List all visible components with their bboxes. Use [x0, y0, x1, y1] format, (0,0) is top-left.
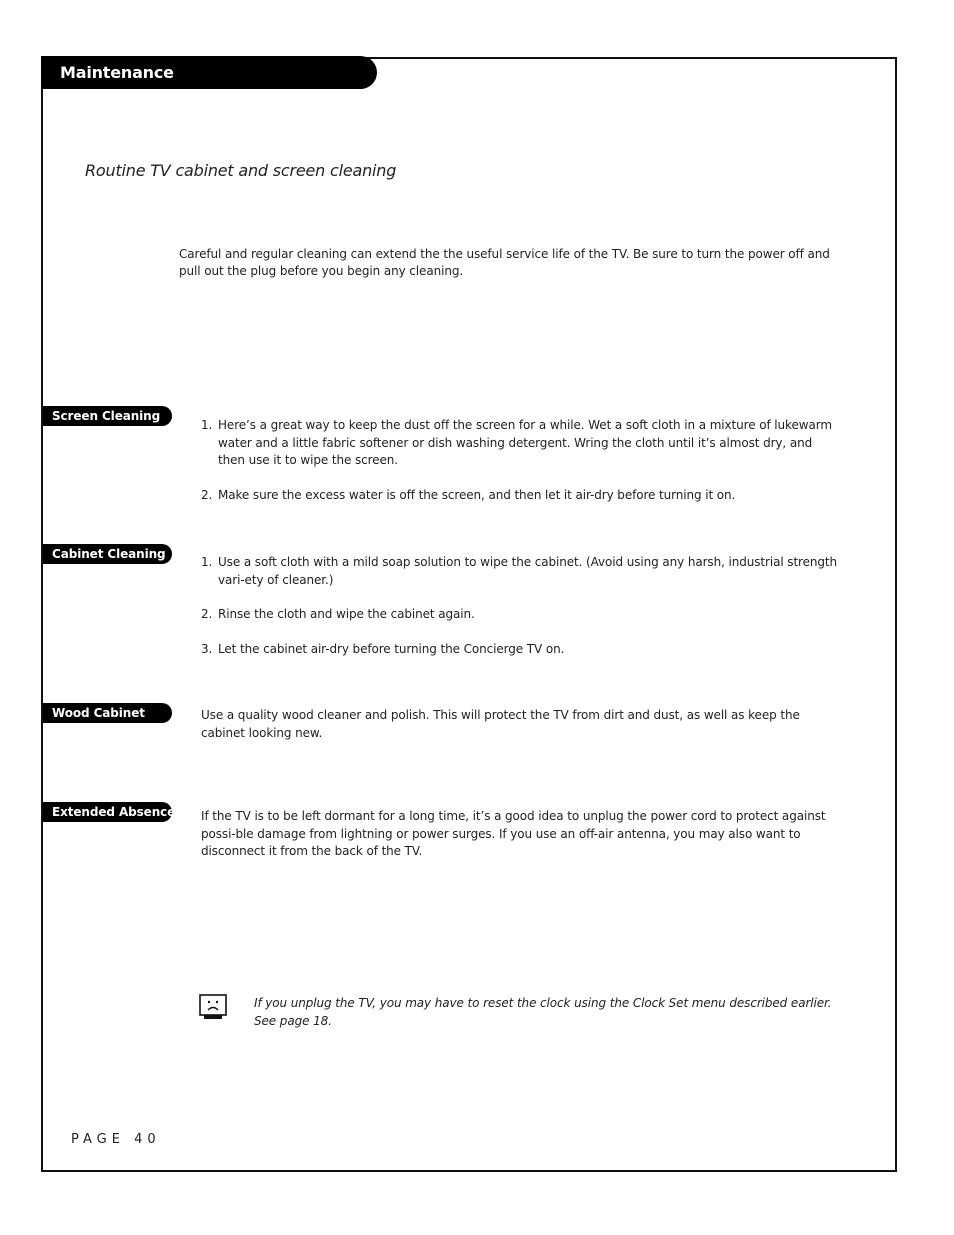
list-item [201, 554, 841, 589]
list-item [201, 606, 841, 624]
list-item [201, 641, 841, 659]
extended-absence-paragraph: If the TV is to be left dormant for a long time, it’s a good idea to unplug the power cord to protect against possi-ble damage from lightning or power surges. If you use an off-air antenna, you may also want to disconnect it from the back of the TV. [201, 809, 826, 858]
list-item [201, 487, 841, 505]
note-text [254, 995, 834, 1030]
item-text: Use a soft cloth with a mild soap solution to wipe the cabinet. (Avoid using any harsh, industrial strength vari-ety of cleaner.) [218, 555, 838, 587]
item-number: 3. [201, 641, 213, 656]
sad-tv-icon [199, 994, 227, 1020]
item-number: 1. [201, 555, 213, 569]
label-text: Cabinet Cleaning [52, 547, 166, 561]
section-subtitle: Routine TV cabinet and screen cleaning [85, 161, 397, 180]
item-text: Rinse the cloth and wipe the cabinet again. [218, 607, 475, 621]
cabinet-cleaning-list [201, 554, 841, 675]
note-line: If you unplug the TV, you may have to reset the clock using the Clock Set menu described earlier. [254, 996, 832, 1010]
section-header-tab [41, 56, 377, 89]
intro-paragraph: Careful and regular cleaning can extend the the useful service life of the TV. Be sure to turn the power off and pull out the plug before you begin any cleaning. [179, 247, 830, 278]
label-extended-absence [43, 802, 176, 822]
label-screen-cleaning [43, 406, 172, 426]
label-text: Screen Cleaning [52, 409, 161, 423]
page-number: PAGE 40 [71, 1132, 161, 1147]
item-number: 2. [201, 487, 213, 502]
screen-cleaning-list [201, 417, 841, 521]
label-cabinet-cleaning [43, 544, 172, 564]
item-text: Here’s a great way to keep the dust off the screen for a while. Wet a soft cloth in a mixture of lukewarm water and a little fabric softener or dish washing detergent. Wring the cloth until it’s almost dry, and then use it to wipe the screen. [218, 418, 832, 467]
note-line: See page 18. [254, 1013, 332, 1028]
item-number: 1. [201, 418, 213, 432]
list-item [201, 417, 841, 470]
page-title: Maintenance [60, 63, 174, 82]
label-wood-cabinet [43, 703, 172, 723]
wood-cabinet-paragraph: Use a quality wood cleaner and polish. This will protect the TV from dirt and dust, as well as keep the cabinet looking new. [201, 708, 800, 740]
label-text: Wood Cabinet [52, 706, 145, 720]
item-text: Make sure the excess water is off the screen, and then let it air-dry before turning it on. [218, 487, 736, 502]
item-number: 2. [201, 607, 213, 621]
label-text: Extended Absence [52, 805, 176, 819]
item-text: Let the cabinet air-dry before turning the Concierge TV on. [218, 641, 565, 656]
